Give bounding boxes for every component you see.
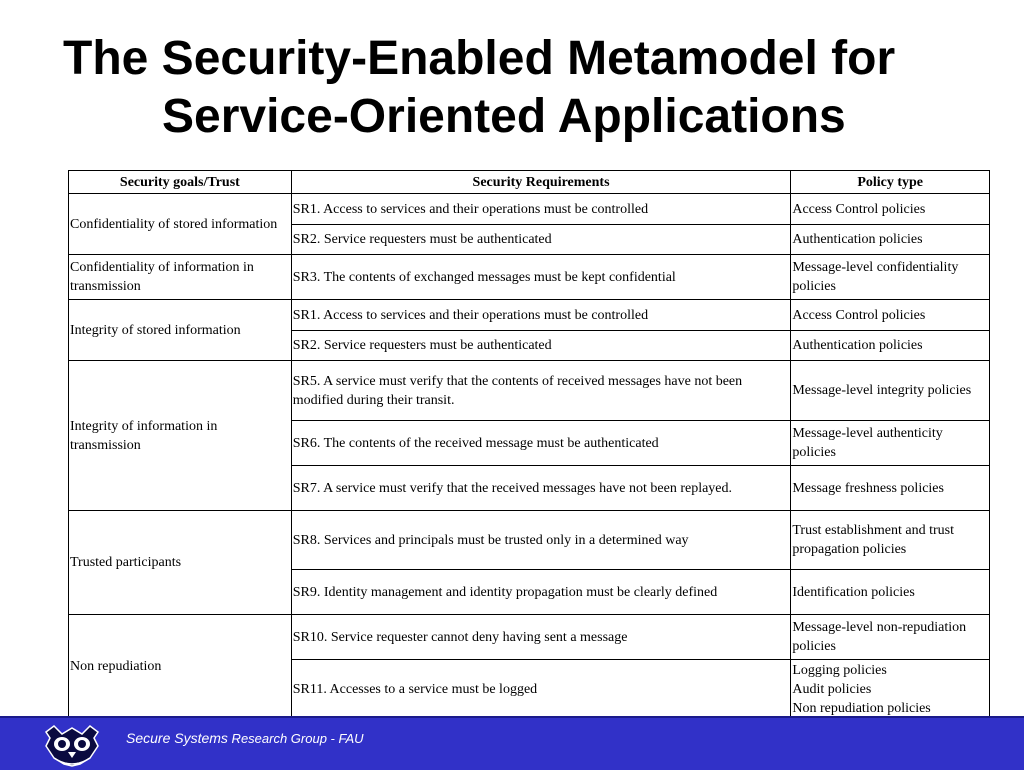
requirement-cell: SR6. The contents of the received message must be authenticated (291, 421, 791, 466)
requirement-cell: SR9. Identity management and identity propagation must be clearly defined (291, 570, 791, 615)
goal-cell: Trusted participants (69, 511, 292, 615)
goal-cell: Confidentiality of stored information (69, 194, 292, 255)
policy-cell: Authentication policies (791, 225, 990, 255)
footer-text-main: Secure Systems (126, 730, 228, 746)
policy-cell: Message-level integrity policies (791, 361, 990, 421)
table-header-row (69, 171, 990, 194)
table-row (69, 615, 990, 660)
policy-cell: Identification policies (791, 570, 990, 615)
security-requirements-table (68, 170, 990, 719)
policy-line: Audit policies (792, 681, 872, 697)
table-row (69, 511, 990, 570)
requirement-cell: SR1. Access to services and their operations must be controlled (291, 194, 791, 225)
policy-line: Logging policies (792, 662, 887, 678)
slide-title-line1: The Security-Enabled Metamodel for (63, 32, 896, 85)
footer-text-rest: Research Group - FAU (227, 731, 364, 746)
table-row (69, 194, 990, 225)
footer-bar (0, 716, 1024, 770)
policy-cell: Message-level confidentiality policies (791, 255, 990, 300)
requirement-cell: SR2. Service requesters must be authenticated (291, 225, 791, 255)
requirement-cell: SR1. Access to services and their operations must be controlled (291, 300, 791, 331)
column-header-goals: Security goals/Trust (69, 171, 292, 194)
policy-cell: Access Control policies (791, 300, 990, 331)
policy-cell: Access Control policies (791, 194, 990, 225)
footer-text (126, 730, 364, 746)
requirement-cell: SR2. Service requesters must be authenticated (291, 331, 791, 361)
policy-cell: Message-level non-repudiation policies (791, 615, 990, 660)
requirement-cell: SR11. Accesses to a service must be logged (291, 660, 791, 719)
requirement-cell: SR7. A service must verify that the received messages have not been replayed. (291, 466, 791, 511)
requirement-cell: SR3. The contents of exchanged messages must be kept confidential (291, 255, 791, 300)
table-row (69, 361, 990, 421)
column-header-policy: Policy type (791, 171, 990, 194)
requirement-cell: SR8. Services and principals must be trusted only in a determined way (291, 511, 791, 570)
policy-cell: Trust establishment and trust propagation policies (791, 511, 990, 570)
policy-line: Non repudiation policies (792, 700, 931, 716)
requirement-cell: SR10. Service requester cannot deny having sent a message (291, 615, 791, 660)
requirement-cell: SR5. A service must verify that the contents of received messages have not been modified during their transit. (291, 361, 791, 421)
goal-cell: Non repudiation (69, 615, 292, 719)
policy-cell: Message-level authenticity policies (791, 421, 990, 466)
policy-cell: Message freshness policies (791, 466, 990, 511)
table-row (69, 300, 990, 331)
table-row (69, 255, 990, 300)
goal-cell: Confidentiality of information in transmission (69, 255, 292, 300)
policy-cell: Authentication policies (791, 331, 990, 361)
owl-logo-icon (40, 724, 104, 768)
column-header-requirements: Security Requirements (291, 171, 791, 194)
goal-cell: Integrity of stored information (69, 300, 292, 361)
goal-cell: Integrity of information in transmission (69, 361, 292, 511)
slide-title-line2: Service-Oriented Applications (162, 90, 846, 143)
policy-cell (791, 660, 990, 719)
